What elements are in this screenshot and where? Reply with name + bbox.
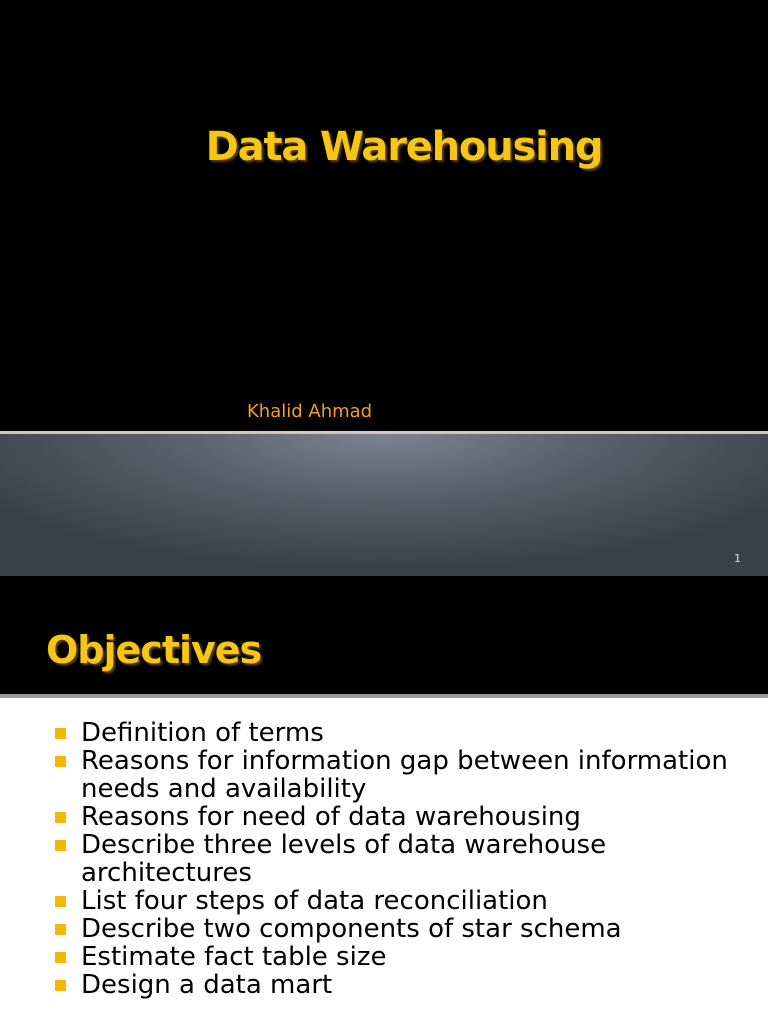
square-bullet-icon [55, 924, 66, 935]
gradient-band [0, 434, 768, 576]
slide-number: 1 [734, 552, 741, 565]
list-item [55, 971, 755, 999]
list-item-text: Reasons for information gap between information needs and availability [81, 746, 728, 804]
slide-title: Data Warehousing [205, 124, 603, 170]
list-item [55, 887, 755, 915]
list-item [55, 747, 755, 803]
slide-title: Objectives [46, 628, 262, 672]
list-item-text: Estimate fact table size [81, 942, 387, 972]
square-bullet-icon [55, 980, 66, 991]
list-item [55, 943, 755, 971]
objectives-slide [0, 576, 768, 1024]
square-bullet-icon [55, 812, 66, 823]
list-item-text: Describe two components of star schema [81, 914, 622, 944]
square-bullet-icon [55, 728, 66, 739]
list-item-text: Design a data mart [81, 970, 333, 1000]
author-name: Khalid Ahmad [247, 401, 373, 422]
list-item-text: List four steps of data reconciliation [81, 886, 548, 916]
divider [0, 694, 768, 698]
list-item-text: Definition of terms [81, 718, 324, 748]
slide-header [0, 576, 768, 694]
list-item [55, 831, 755, 887]
square-bullet-icon [55, 896, 66, 907]
square-bullet-icon [55, 840, 66, 851]
list-item-text: Describe three levels of data warehouse architectures [81, 830, 607, 888]
objectives-list [55, 719, 755, 999]
square-bullet-icon [55, 756, 66, 767]
list-item-text: Reasons for need of data warehousing [81, 802, 581, 832]
list-item [55, 719, 755, 747]
square-bullet-icon [55, 952, 66, 963]
list-item [55, 915, 755, 943]
list-item [55, 803, 755, 831]
